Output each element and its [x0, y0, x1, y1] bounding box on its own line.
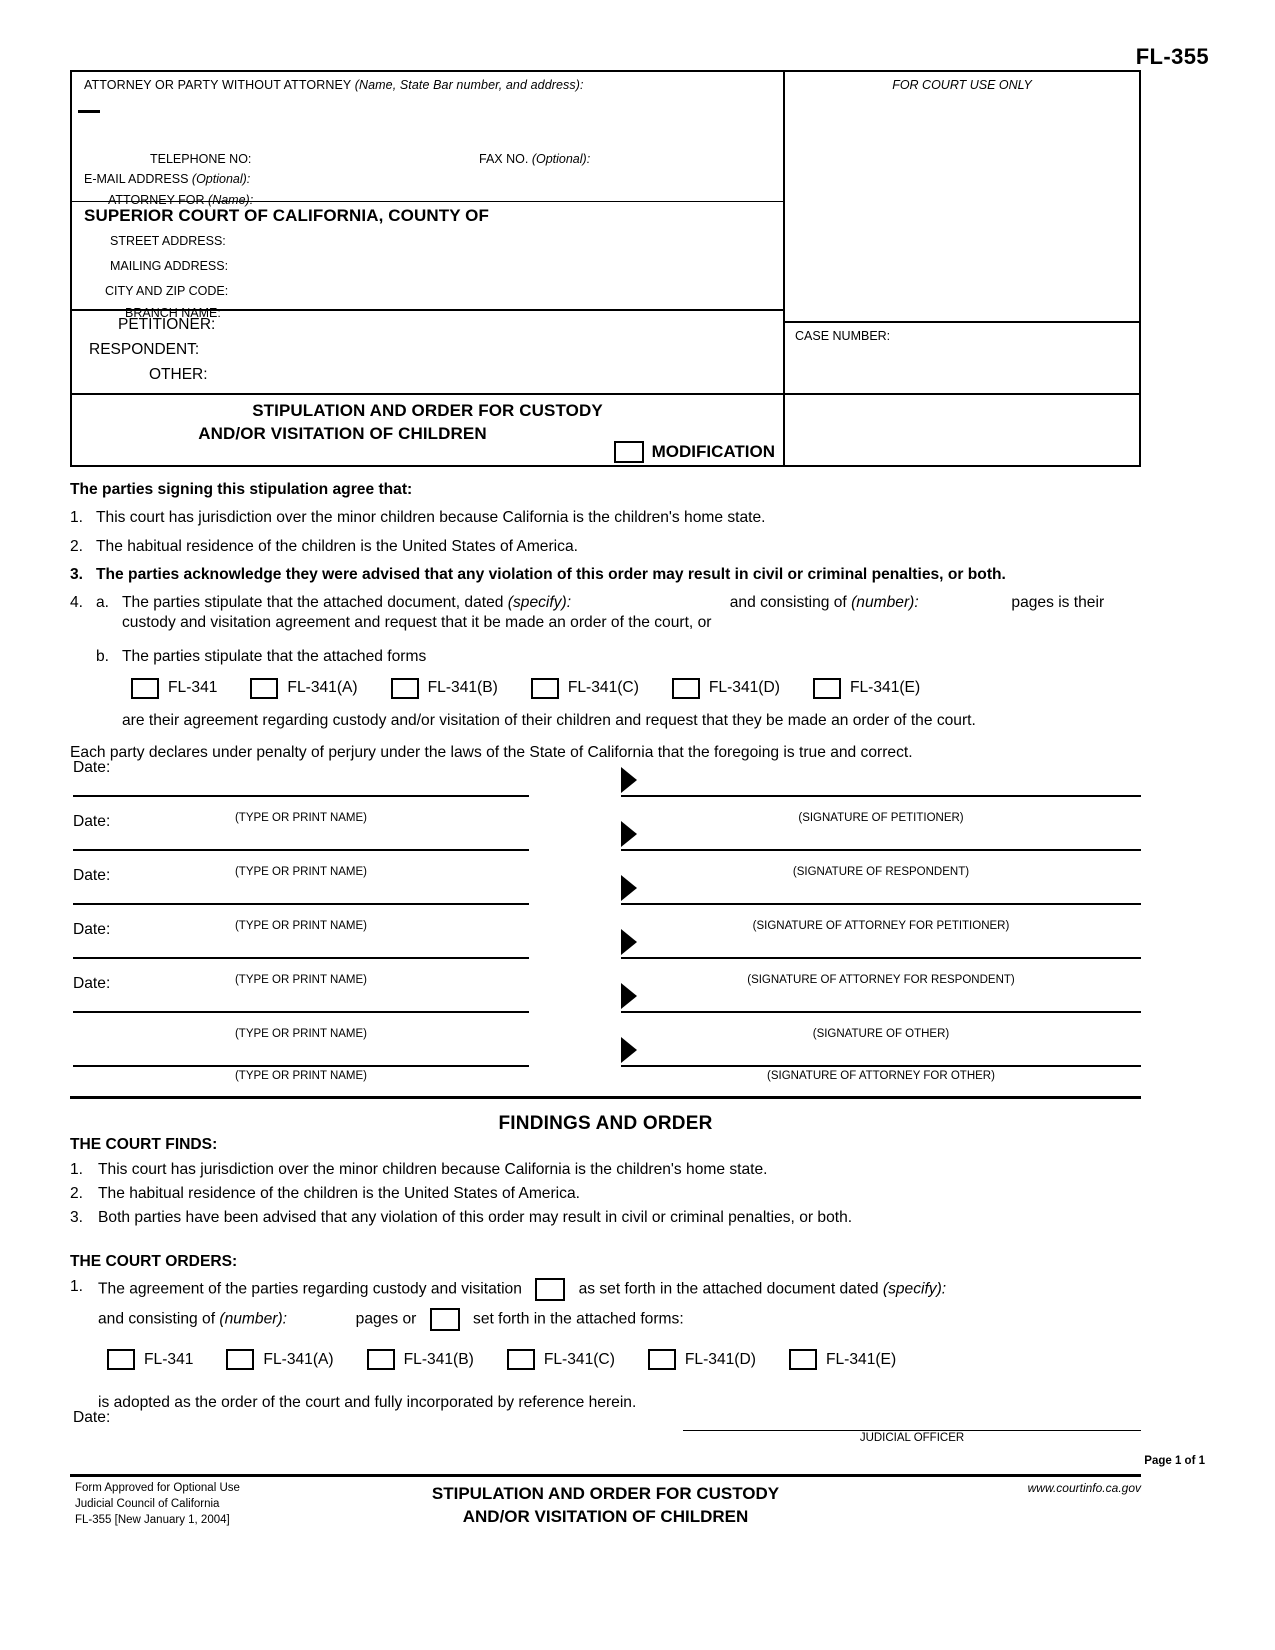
fax-label-italic: (Optional): — [531, 152, 591, 166]
attorney-dash-mark — [78, 110, 100, 113]
item4a-part1: The parties stipulate that the attached document, dated — [122, 594, 504, 612]
caption-top — [72, 72, 1139, 393]
order1-specify: (specify): — [882, 1280, 947, 1298]
footer-approved-line3: FL-355 [New January 1, 2004] — [75, 1513, 230, 1526]
finding-item-3 — [70, 1209, 1141, 1227]
fax-label-text: FAX NO. — [479, 152, 529, 166]
petitioner-label: PETITIONER: — [118, 316, 216, 333]
signature-date-label-2[interactable]: Date: — [73, 867, 111, 884]
order-form-option-3[interactable] — [498, 1349, 615, 1370]
order-form-label-5: FL-341(E) — [825, 1350, 897, 1368]
case-number-blank-area — [785, 395, 1139, 465]
page-number: Page 1 of 1 — [1144, 1455, 1205, 1467]
order-form-label-4: FL-341(D) — [684, 1350, 756, 1368]
signature-row-1 — [70, 810, 1141, 864]
signature-line-3[interactable] — [621, 957, 1141, 959]
order-form-checkbox-2[interactable] — [367, 1349, 395, 1370]
signature-row-5 — [70, 1026, 1141, 1080]
signature-area — [70, 756, 1141, 1080]
order-adopted-text: is adopted as the order of the court and fully incorporated by reference herein. — [98, 1394, 637, 1411]
stipulation-item-1-text: This court has jurisdiction over the minor children because California is the children's home state. — [96, 509, 766, 527]
stip-form-option-2[interactable] — [382, 678, 498, 699]
judicial-officer-caption: JUDICIAL OFFICER — [859, 1432, 965, 1444]
stip-form-option-0[interactable] — [122, 678, 217, 699]
print-name-line-1[interactable] — [73, 849, 529, 851]
stip-form-label-0: FL-341 — [168, 678, 218, 696]
case-number-cell[interactable] — [785, 321, 1139, 393]
order1-part1: The agreement of the parties regarding custody and visitation — [98, 1280, 522, 1298]
court-block[interactable] — [72, 202, 783, 320]
section-divider-rule — [70, 1096, 1141, 1099]
order-item-1-number: 1. — [70, 1278, 84, 1295]
caption-left-column — [72, 72, 785, 393]
print-name-line-2[interactable] — [73, 903, 529, 905]
signature-caption-1: (SIGNATURE OF RESPONDENT) — [792, 866, 970, 878]
signature-arrow-icon-2 — [621, 875, 637, 901]
order1-part2: as set forth in the attached document dated — [578, 1280, 879, 1298]
stipulation-item-4a — [96, 595, 1141, 611]
modification-checkbox[interactable] — [614, 441, 644, 463]
stip-form-option-4[interactable] — [663, 678, 780, 699]
stipulation-item-2-text: The habitual residence of the children is the United States of America. — [96, 537, 578, 555]
signature-arrow-icon-1 — [621, 821, 637, 847]
modification-group — [614, 441, 775, 463]
respondent-label: RESPONDENT: — [89, 341, 200, 358]
print-name-caption-3: (TYPE OR PRINT NAME) — [234, 974, 368, 986]
stipulation-item-4b-text: The parties stipulate that the attached forms — [122, 648, 427, 666]
other-label: OTHER: — [149, 366, 208, 383]
order-form-checkbox-0[interactable] — [107, 1349, 135, 1370]
order-form-option-0[interactable] — [98, 1349, 193, 1370]
stip-form-label-2: FL-341(B) — [427, 678, 498, 696]
signature-row-4 — [70, 972, 1141, 1026]
finding-item-2 — [70, 1185, 1141, 1203]
mailing-address-label: MAILING ADDRESS: — [110, 259, 229, 273]
stip-form-checkbox-4[interactable] — [672, 678, 700, 699]
attorney-block[interactable] — [72, 72, 783, 207]
order-form-option-1[interactable] — [217, 1349, 333, 1370]
order-form-label-1: FL-341(A) — [263, 1350, 334, 1368]
order-item-1-line2 — [98, 1308, 1141, 1331]
fax-label — [479, 152, 590, 166]
stip-form-label-5: FL-341(E) — [849, 678, 921, 696]
signature-line-2[interactable] — [621, 903, 1141, 905]
footer-approved-line2: Judicial Council of California — [75, 1497, 220, 1510]
print-name-caption-5: (TYPE OR PRINT NAME) — [234, 1070, 368, 1082]
stip-form-checkbox-3[interactable] — [531, 678, 559, 699]
branch-name-label: BRANCH NAME: — [125, 306, 221, 320]
finding-item-2-text: The habitual residence of the children is the United States of America. — [98, 1185, 580, 1202]
stipulation-item-4a-letter: a. — [96, 594, 110, 612]
street-address-label: STREET ADDRESS: — [110, 234, 226, 248]
stipulation-item-4b-after: are their agreement regarding custody and/or visitation of their children and request that they be made an order of the court. — [122, 711, 976, 729]
stip-form-checkbox-5[interactable] — [813, 678, 841, 699]
order-attached-forms-row — [98, 1349, 1141, 1370]
order-form-label-3: FL-341(C) — [543, 1350, 615, 1368]
stipulation-lead: The parties signing this stipulation agree that: — [70, 481, 413, 498]
order-form-label-2: FL-341(B) — [403, 1350, 474, 1368]
print-name-caption-1: (TYPE OR PRINT NAME) — [234, 866, 368, 878]
form-number-row — [0, 44, 1275, 70]
finding-item-1-text: This court has jurisdiction over the minor children because California is the children's home state. — [98, 1161, 768, 1178]
print-name-line-4[interactable] — [73, 1011, 529, 1013]
signature-caption-2: (SIGNATURE OF ATTORNEY FOR PETITIONER) — [752, 920, 1010, 932]
party-block[interactable] — [72, 311, 783, 393]
perjury-statement: Each party declares under penalty of perjury under the laws of the State of California that the foregoing is true and correct. — [70, 743, 913, 761]
item4a-part3: pages is their — [1011, 594, 1105, 612]
order1-line2-part3: set forth in the attached forms: — [473, 1310, 684, 1328]
signature-caption-5: (SIGNATURE OF ATTORNEY FOR OTHER) — [767, 1070, 995, 1082]
judicial-date-label[interactable]: Date: — [73, 1409, 111, 1426]
order-form-label-0: FL-341 — [144, 1350, 194, 1368]
stipulation-item-3-number: 3. — [70, 566, 84, 584]
order1-forms-checkbox[interactable] — [430, 1308, 460, 1331]
telephone-label: TELEPHONE NO: — [150, 152, 252, 166]
order-form-option-5[interactable] — [780, 1349, 896, 1370]
stipulation-item-1-number: 1. — [70, 509, 84, 527]
caption-right-column — [785, 72, 1139, 393]
signature-row-2 — [70, 864, 1141, 918]
city-zip-label: CITY AND ZIP CODE: — [105, 284, 229, 298]
attorney-for-italic: (Name): — [208, 193, 254, 207]
footer-title-line1: STIPULATION AND ORDER FOR CUSTODY — [431, 1484, 780, 1503]
stip-form-checkbox-0[interactable] — [131, 678, 159, 699]
attorney-label-italic: (Name, State Bar number, and address): — [354, 78, 584, 92]
signature-line-4[interactable] — [621, 1011, 1141, 1013]
signature-caption-3: (SIGNATURE OF ATTORNEY FOR RESPONDENT) — [747, 974, 1015, 986]
signature-line-1[interactable] — [621, 849, 1141, 851]
stip-form-label-3: FL-341(C) — [567, 678, 639, 696]
findings-and-order-title: FINDINGS AND ORDER — [498, 1113, 713, 1134]
item4a-specify: (specify): — [507, 594, 572, 612]
court-title: SUPERIOR COURT OF CALIFORNIA, COUNTY OF — [84, 206, 489, 225]
print-name-caption-0: (TYPE OR PRINT NAME) — [234, 812, 368, 824]
item4a-number: (number): — [851, 594, 919, 612]
signature-arrow-icon-5 — [621, 1037, 637, 1063]
stip-form-option-5[interactable] — [804, 678, 920, 699]
stipulation-item-2-number: 2. — [70, 537, 84, 555]
stip-form-label-1: FL-341(A) — [287, 678, 358, 696]
signature-caption-0: (SIGNATURE OF PETITIONER) — [798, 812, 964, 824]
signature-line-0[interactable] — [621, 795, 1141, 797]
order-form-checkbox-1[interactable] — [226, 1349, 254, 1370]
signature-row-3 — [70, 918, 1141, 972]
attorney-label — [84, 78, 775, 92]
court-finds-header: THE COURT FINDS: — [70, 1136, 218, 1153]
stip-form-option-1[interactable] — [241, 678, 357, 699]
stipulation-item-3 — [70, 567, 1141, 583]
order-form-checkbox-3[interactable] — [507, 1349, 535, 1370]
finding-item-3-number: 3. — [70, 1209, 84, 1226]
order-form-option-4[interactable] — [639, 1349, 756, 1370]
order1-agreement-checkbox[interactable] — [535, 1278, 565, 1301]
signature-arrow-icon-0 — [621, 767, 637, 793]
form-title-line2: AND/OR VISITATION OF CHILDREN — [198, 424, 487, 443]
order-form-option-2[interactable] — [358, 1349, 474, 1370]
signature-row-0 — [70, 756, 1141, 810]
email-label — [84, 172, 250, 186]
stip-form-checkbox-1[interactable] — [250, 678, 278, 699]
stipulation-body — [70, 482, 1141, 761]
attorney-label-text: ATTORNEY OR PARTY WITHOUT ATTORNEY — [84, 78, 352, 92]
stipulation-item-2 — [70, 539, 1141, 555]
stipulation-item-4b — [96, 649, 1141, 665]
modification-label: MODIFICATION — [651, 442, 775, 461]
print-name-caption-2: (TYPE OR PRINT NAME) — [234, 920, 368, 932]
signature-date-label-1[interactable]: Date: — [73, 813, 111, 830]
stip-form-label-4: FL-341(D) — [708, 678, 780, 696]
page-footer — [70, 1481, 1141, 1551]
stip-form-checkbox-2[interactable] — [391, 678, 419, 699]
finding-item-2-number: 2. — [70, 1185, 84, 1202]
footer-divider-rule — [70, 1474, 1141, 1477]
finding-item-1 — [70, 1161, 1141, 1179]
order1-line2-part1: and consisting of — [98, 1310, 216, 1328]
email-label-text: E-MAIL ADDRESS — [84, 172, 189, 186]
caption-bottom — [72, 393, 1139, 465]
stipulation-item-4a-line2: custody and visitation agreement and request that it be made an order of the court, or — [122, 613, 712, 631]
stipulation-item-4-number: 4. — [70, 594, 84, 612]
order-item-1-line1 — [98, 1278, 1141, 1301]
footer-website: www.courtinfo.ca.gov — [1027, 1481, 1141, 1495]
form-title-cell — [72, 395, 785, 465]
email-label-italic: (Optional): — [191, 172, 251, 186]
signature-date-label-0[interactable]: Date: — [73, 759, 111, 776]
print-name-line-3[interactable] — [73, 957, 529, 959]
attorney-for-text: ATTORNEY FOR — [108, 193, 205, 207]
for-court-use-only-label: FOR COURT USE ONLY — [892, 78, 1032, 92]
order1-line2-part2: pages or — [355, 1310, 417, 1328]
form-title-line1: STIPULATION AND ORDER FOR CUSTODY — [252, 401, 603, 420]
findings-and-order-body — [70, 1136, 1141, 1412]
finding-item-3-text: Both parties have been advised that any violation of this order may result in civil or criminal penalties, or both. — [98, 1209, 853, 1226]
footer-approved-line1: Form Approved for Optional Use — [75, 1482, 240, 1494]
order-item-1-body — [98, 1278, 1141, 1412]
stipulation-item-4-body — [96, 595, 1141, 728]
signature-date-label-4[interactable]: Date: — [73, 975, 111, 992]
case-number-label: CASE NUMBER: — [795, 329, 891, 343]
stipulation-item-4 — [70, 595, 1141, 728]
footer-title-line2: AND/OR VISITATION OF CHILDREN — [462, 1506, 749, 1526]
footer-form-title — [70, 1483, 1141, 1529]
order-item-1 — [70, 1278, 1141, 1412]
signature-arrow-icon-4 — [621, 983, 637, 1009]
finding-item-1-number: 1. — [70, 1161, 84, 1178]
print-name-line-5[interactable] — [73, 1065, 529, 1067]
print-name-line-0[interactable] — [73, 795, 529, 797]
order-form-checkbox-5[interactable] — [789, 1349, 817, 1370]
caption-box — [70, 70, 1141, 467]
print-name-caption-4: (TYPE OR PRINT NAME) — [234, 1028, 368, 1040]
stipulation-item-1 — [70, 510, 1141, 526]
order1-number: (number): — [219, 1310, 287, 1328]
stip-form-option-3[interactable] — [522, 678, 639, 699]
stipulation-item-3-text: The parties acknowledge they were advised that any violation of this order may result in civil or criminal penalties, or both. — [96, 566, 1006, 584]
stipulation-item-4a-text — [122, 595, 1104, 611]
signature-line-5[interactable] — [621, 1065, 1141, 1067]
form-number: FL-355 — [1135, 44, 1209, 69]
order-form-checkbox-4[interactable] — [648, 1349, 676, 1370]
signature-arrow-icon-3 — [621, 929, 637, 955]
court-orders-header: THE COURT ORDERS: — [70, 1253, 238, 1270]
stipulation-item-4b-letter: b. — [96, 648, 110, 666]
item4a-part2: and consisting of — [729, 594, 847, 612]
judicial-officer-line[interactable] — [683, 1430, 1141, 1431]
signature-date-label-3[interactable]: Date: — [73, 921, 111, 938]
stipulation-attached-forms-row — [96, 678, 1141, 699]
signature-caption-4: (SIGNATURE OF OTHER) — [812, 1028, 950, 1040]
